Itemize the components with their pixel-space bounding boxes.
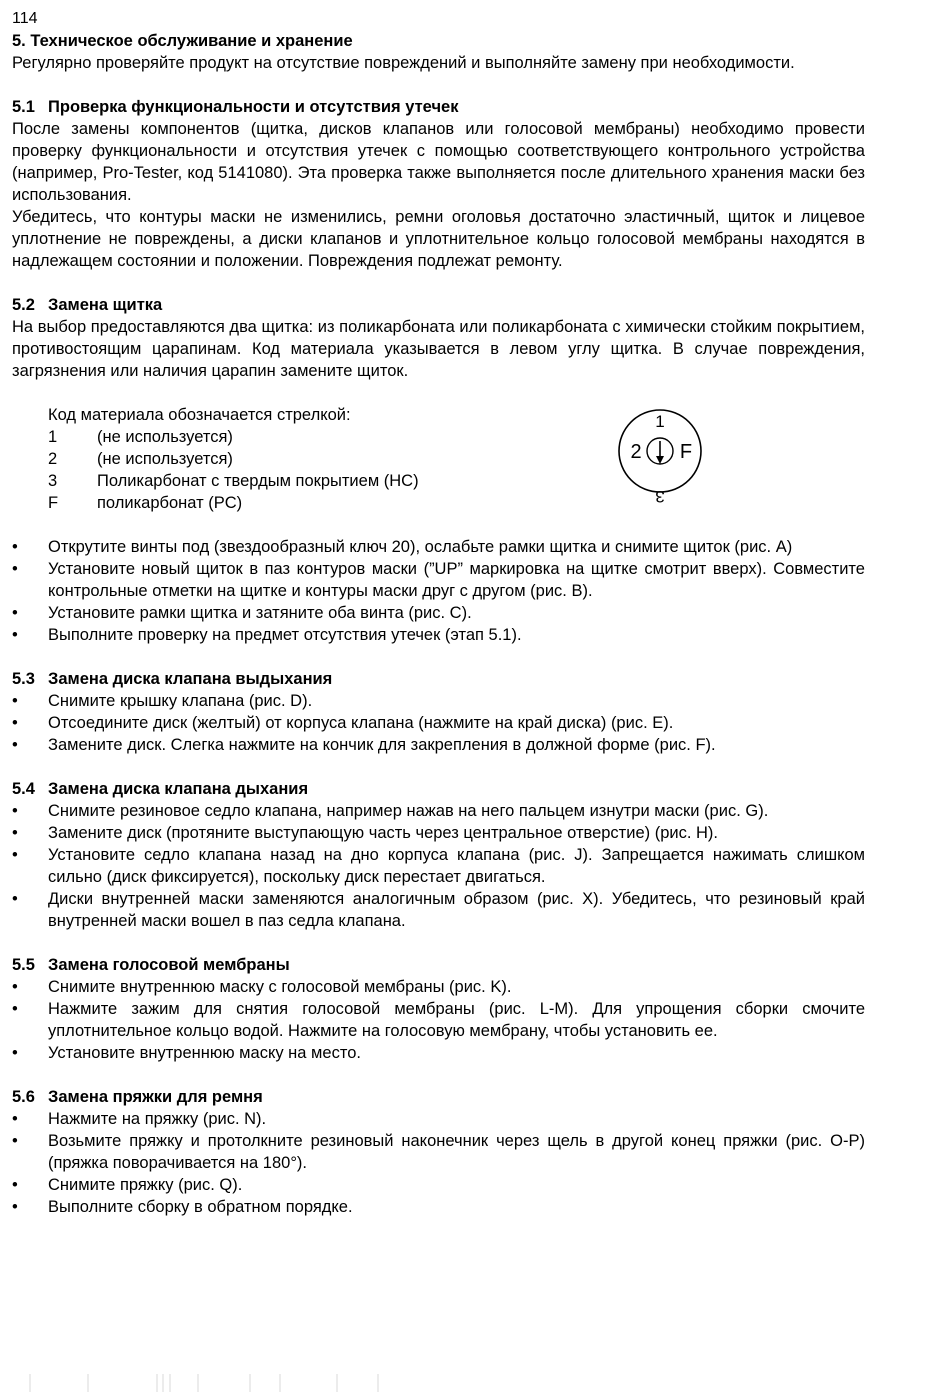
list-item: • Установите седло клапана назад на дно корпуса клапана (рис. J). Запрещается нажимать слишком сильно (диск фиксируется), поскольку диск перестает двигаться. — [12, 844, 865, 888]
dial-top-label: 1 — [655, 412, 665, 431]
list-item: • Установите рамки щитка и затяните оба винта (рис. C). — [12, 602, 865, 624]
section-title: Замена диска клапана дыхания — [48, 780, 309, 798]
section-5-2-paragraph: На выбор предоставляются два щитка: из поликарбоната или поликарбоната с химически стойким покрытием, противостоящим царапинам. Код материала указывается в левом углу щитка. В случае повреждения, загрязнения или наличия царапин замените щиток. — [12, 318, 865, 380]
code-value: (не используется) — [97, 428, 233, 446]
list-item: • Открутите винты под (звездообразный ключ 20), ослабьте рамки щитка и снимите щиток (рис. A) — [12, 536, 865, 558]
section-5-2-list — [12, 536, 865, 646]
code-key: 2 — [48, 450, 58, 468]
material-code-row — [48, 470, 865, 492]
list-item: • Снимите резиновое седло клапана, например нажав на него пальцем изнутри маски (рис. G). — [12, 800, 865, 822]
section-5-1-heading — [12, 96, 865, 118]
dial-right-label: F — [679, 441, 693, 463]
section-5-6-heading — [12, 1086, 865, 1108]
page-number: 114 — [12, 10, 38, 27]
list-item: • Снимите крышку клапана (рис. D). — [12, 690, 865, 712]
list-item: • Диски внутренней маски заменяются аналогичным образом (рис. X). Убедитесь, что резиновый край внутренней маски вошел в паз седла клапана. — [12, 888, 865, 932]
list-item: • Замените диск. Слегка нажмите на кончик для закрепления в должной форме (рис. F). — [12, 734, 865, 756]
section-5-4-heading — [12, 778, 865, 800]
material-code-row — [48, 426, 865, 448]
material-code-dial-icon — [616, 407, 704, 506]
section-title: Замена диска клапана выдыхания — [48, 670, 333, 688]
section-5-5-heading — [12, 954, 865, 976]
section-number: 5.3 — [12, 670, 35, 688]
list-item: • Нажмите зажим для снятия голосовой мембраны (рис. L-M). Для упрощения сборки смочите уплотнительное кольцо водой. Нажмите на голосовую мембрану, чтобы установить ее. — [12, 998, 865, 1042]
section-5-2-heading — [12, 294, 865, 316]
list-item: • Возьмите пряжку и протолкните резиновый наконечник через щель в другой конец пряжки (рис. O-P) (пряжка поворачивается на 180°). — [12, 1130, 865, 1174]
material-code-intro: Код материала обозначается стрелкой: — [48, 406, 351, 424]
section-5-3-list — [12, 690, 865, 756]
list-item: • Замените диск (протяните выступающую часть через центральное отверстие) (рис. H). — [12, 822, 865, 844]
section-number: 5.6 — [12, 1088, 35, 1106]
section-title: Замена пряжки для ремня — [48, 1088, 263, 1106]
material-code-row — [48, 448, 865, 470]
code-key: F — [48, 494, 59, 512]
section-5-5-list — [12, 976, 865, 1064]
list-item: • Нажмите на пряжку (рис. N). — [12, 1108, 865, 1130]
section-number: 5.4 — [12, 780, 35, 798]
code-key: 1 — [48, 428, 58, 446]
code-key: 3 — [48, 472, 58, 490]
code-value: (не используется) — [97, 450, 233, 468]
section-number: 5.2 — [12, 296, 35, 314]
code-value: поликарбонат (PC) — [97, 494, 243, 512]
section-number: 5.1 — [12, 98, 35, 116]
section-title: Замена щитка — [48, 296, 163, 314]
list-item: • Снимите внутреннюю маску с голосовой мембраны (рис. K). — [12, 976, 865, 998]
list-item: • Выполните сборку в обратном порядке. — [12, 1196, 865, 1218]
dial-left-label: 2 — [630, 441, 642, 463]
section-5-1-paragraph-1: После замены компонентов (щитка, дисков клапанов или голосовой мембраны) необходимо провести проверку функциональности и отсутствия утечек с помощью соответствующего контрольного устройства (например, Pro-Tester, код 5141080). Эта проверка также выполняется после длительного хранения маски без использования. — [12, 120, 865, 204]
list-item: • Установите внутреннюю маску на место. — [12, 1042, 865, 1064]
section-5-text: Регулярно проверяйте продукт на отсутствие повреждений и выполняйте замену при необходимости. — [12, 54, 795, 72]
material-code-block — [12, 404, 865, 514]
section-title: Проверка функциональности и отсутствия утечек — [48, 98, 459, 116]
list-item: • Выполните проверку на предмет отсутствия утечек (этап 5.1). — [12, 624, 865, 646]
list-item: • Снимите пряжку (рис. Q). — [12, 1174, 865, 1196]
section-number: 5.5 — [12, 956, 35, 974]
list-item: • Отсоедините диск (желтый) от корпуса клапана (нажмите на край диска) (рис. E). — [12, 712, 865, 734]
dial-bottom-label: 3 — [655, 487, 665, 506]
section-5-3-heading — [12, 668, 865, 690]
section-5-6-list — [12, 1108, 865, 1218]
code-value: Поликарбонат с твердым покрытием (НС) — [97, 472, 419, 490]
section-5-4-list — [12, 800, 865, 932]
material-code-row — [48, 492, 865, 514]
section-5-title: 5. Техническое обслуживание и хранение — [12, 32, 353, 50]
section-5-1-paragraph-2: Убедитесь, что контуры маски не изменились, ремни оголовья достаточно эластичный, щиток и лицевое уплотнение не повреждены, а диски клапанов и уплотнительное кольцо голосовой мембраны находятся в надлежащем состоянии и положении. Повреждения подлежат ремонту. — [12, 208, 865, 270]
footer-scan-marks — [0, 1370, 950, 1395]
section-title: Замена голосовой мембраны — [48, 956, 290, 974]
document-page — [12, 8, 865, 1218]
list-item: • Установите новый щиток в паз контуров маски (”UP” маркировка на щитке смотрит вверх). Совместите контрольные отметки на щитке и контуры маски друг с другом (рис. B). — [12, 558, 865, 602]
